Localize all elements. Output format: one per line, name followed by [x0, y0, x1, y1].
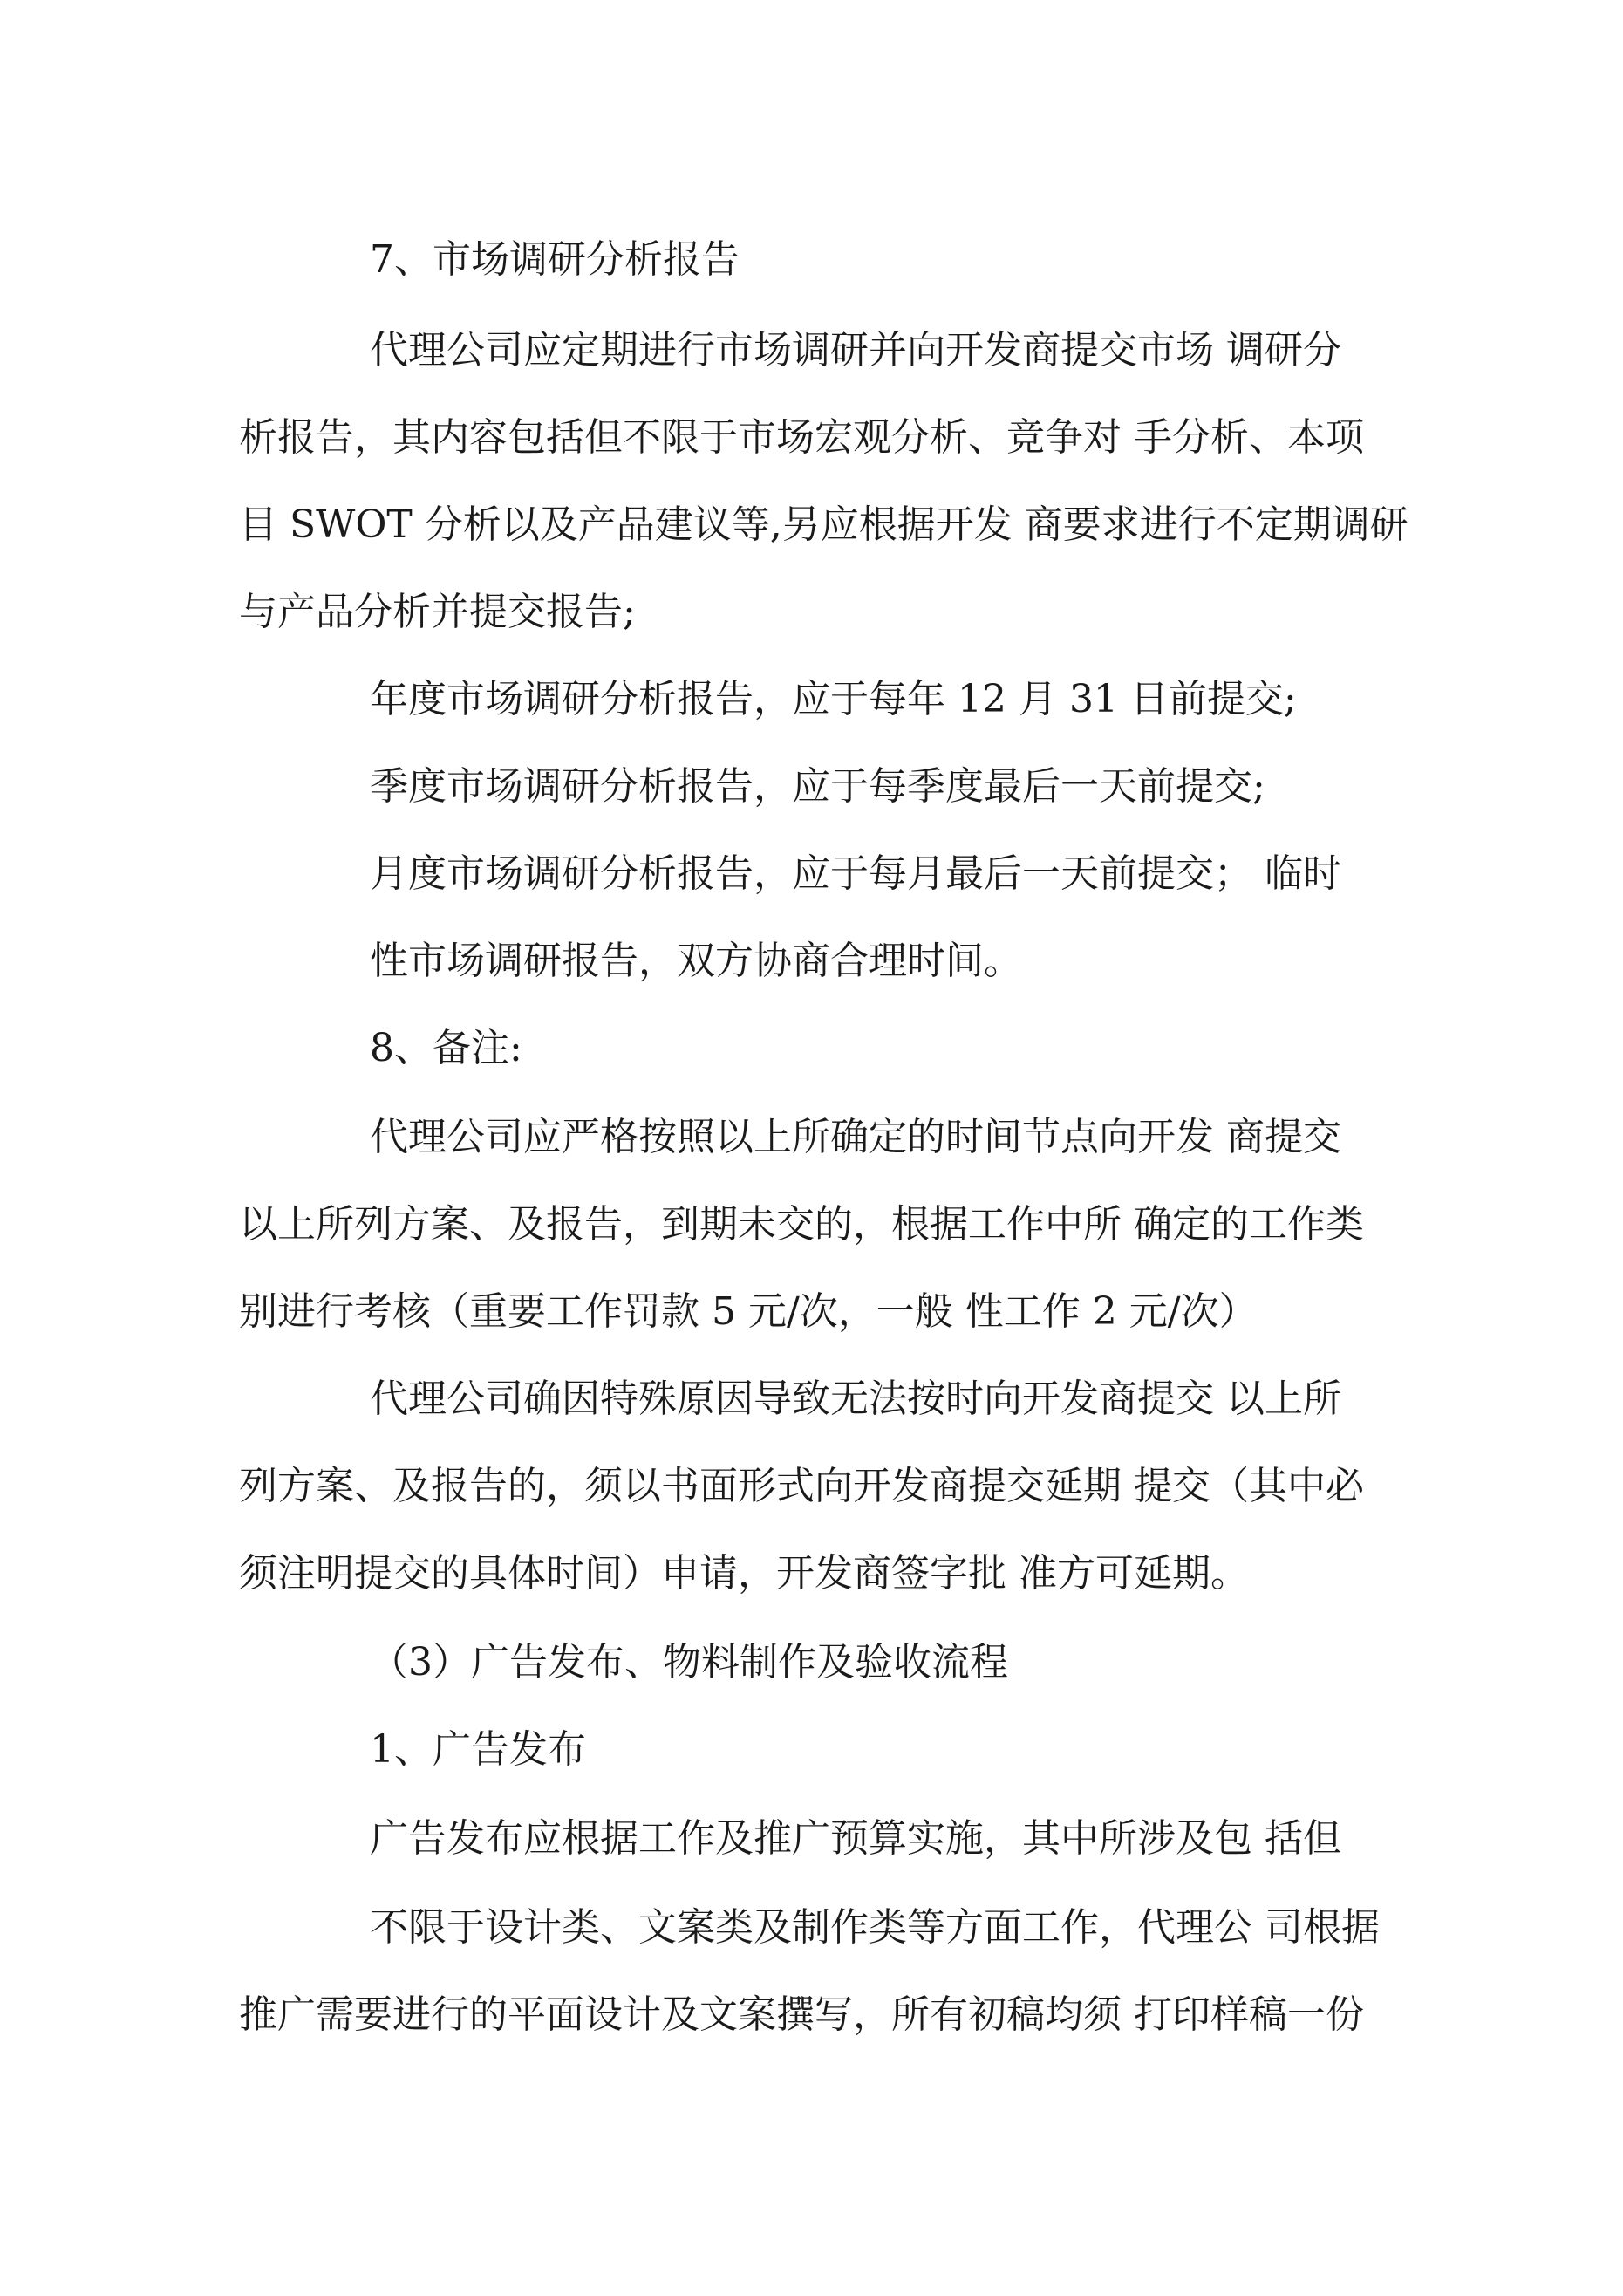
section-heading-ad-process: （3）广告发布、物料制作及验收流程	[370, 1640, 1008, 1684]
paragraph-line: 性市场调研报告，双方协商合理时间。	[370, 939, 1022, 983]
paragraph-line: 年度市场调研分析报告，应于每年 12 月 31 日前提交;	[370, 677, 1297, 721]
paragraph-line: 须注明提交的具体时间）申请，开发商签字批 准方可延期。	[239, 1551, 1249, 1596]
paragraph-line: 不限于设计类、文案类及制作类等方面工作，代理公 司根据	[370, 1905, 1380, 1950]
paragraph-line: 代理公司应严格按照以上所确定的时间节点向开发 商提交	[370, 1115, 1341, 1159]
section-heading-ad-publish: 1、广告发布	[370, 1727, 586, 1772]
paragraph-line: 目 SWOT 分析以及产品建议等,另应根据开发 商要求进行不定期调研	[239, 502, 1408, 547]
paragraph-line: 与产品分析并提交报告;	[239, 590, 636, 634]
paragraph-line: 别进行考核（重要工作罚款 5 元/次，一般 性工作 2 元/次）	[239, 1289, 1258, 1334]
paragraph-line: 代理公司确因特殊原因导致无法按时向开发商提交 以上所	[370, 1377, 1341, 1421]
paragraph-line: 代理公司应定期进行市场调研并向开发商提交市场 调研分	[370, 328, 1341, 372]
paragraph-line: 季度市场调研分析报告，应于每季度最后一天前提交;	[370, 764, 1265, 809]
section-heading-notes: 8、备注:	[370, 1026, 522, 1070]
paragraph-line: 析报告，其内容包括但不限于市场宏观分析、竞争对 手分析、本项	[239, 415, 1364, 460]
section-heading-market-research: 7、市场调研分析报告	[370, 237, 740, 282]
paragraph-line: 列方案、及报告的，须以书面形式向开发商提交延期 提交（其中必	[239, 1464, 1364, 1508]
paragraph-line: 推广需要进行的平面设计及文案撰写，所有初稿均须 打印样稿一份	[239, 1992, 1364, 2037]
paragraph-line: 月度市场调研分析报告，应于每月最后一天前提交； 临时	[370, 851, 1341, 896]
paragraph-line: 广告发布应根据工作及推广预算实施，其中所涉及包 括但	[370, 1816, 1341, 1861]
paragraph-line: 以上所列方案、及报告，到期未交的，根据工作中所 确定的工作类	[239, 1202, 1364, 1247]
